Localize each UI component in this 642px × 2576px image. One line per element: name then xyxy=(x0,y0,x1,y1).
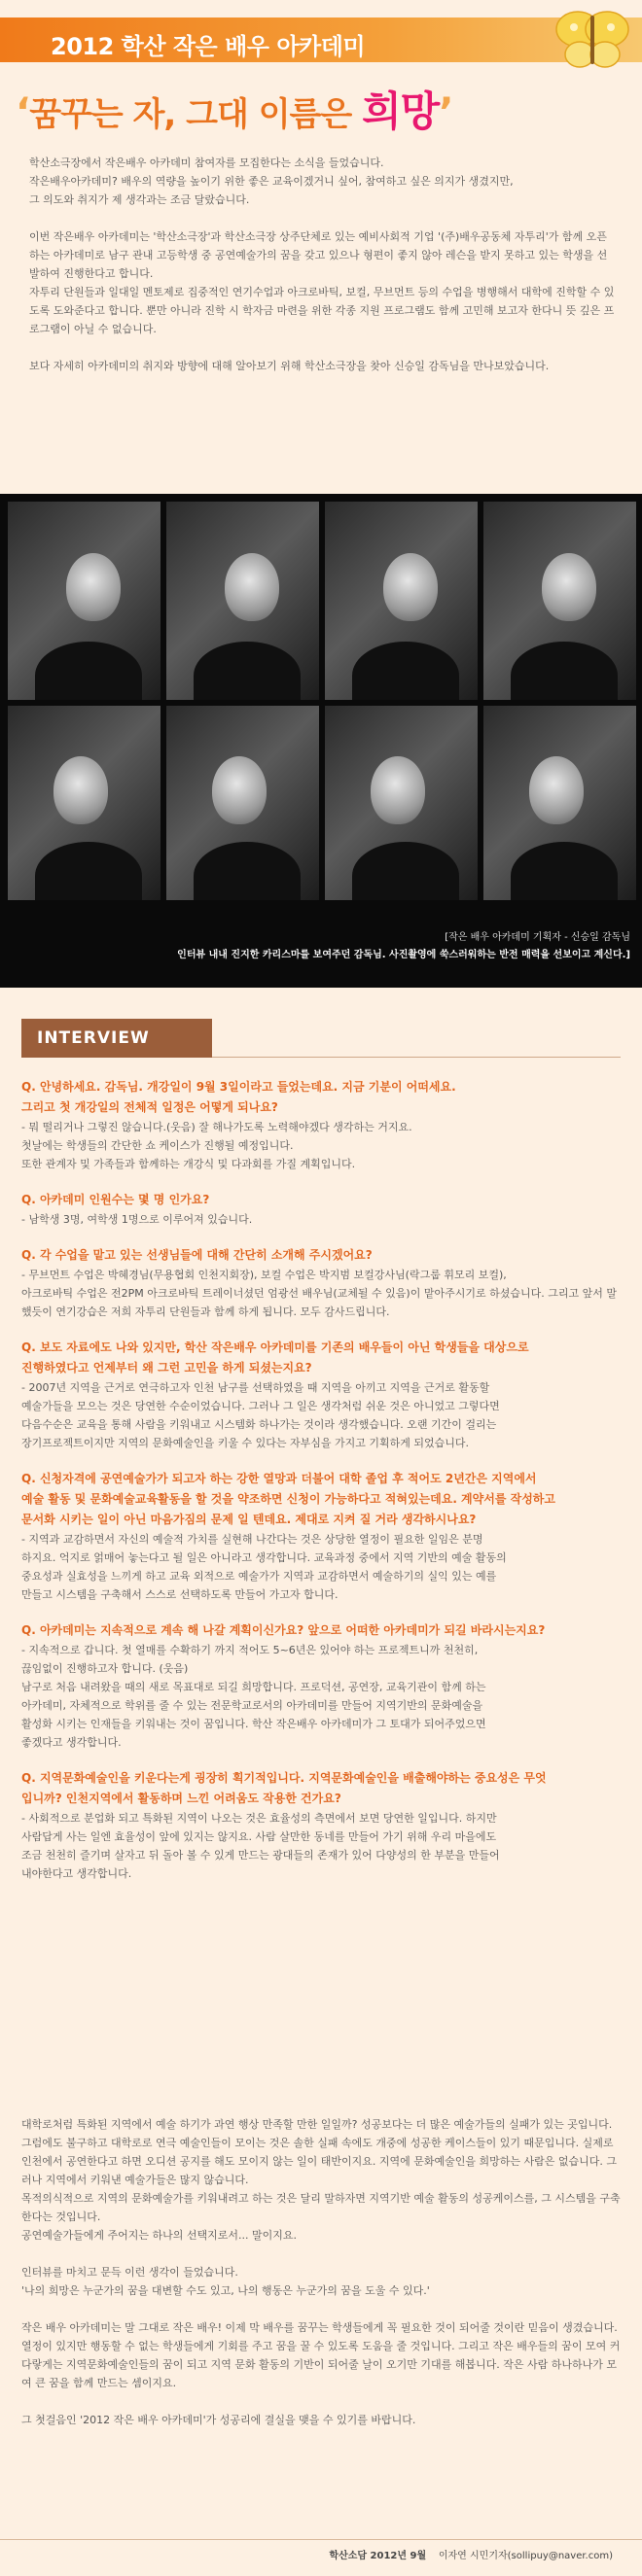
headline-highlight: 희망 xyxy=(362,87,440,135)
intro-paragraph: 보다 자세히 아카데미의 취지와 방향에 대해 알아보기 위해 학산소극장을 찾아 신승일 감독님을 만나보았습니다. xyxy=(29,360,550,372)
series-title: 2012 학산 작은 배우 아카데미 xyxy=(51,33,366,60)
answer: - 무브먼트 수업은 박혜경님(무용협회 인천지회장), 보컬 수업은 박지범 보컬강사님(락그룹 휘모리 보컬), 아크로바틱 수업은 전2PM 아크로바틱 트레이너셨던 엄광선 배우님(교체될 수 있음)이 맡아주시기로 하셨습니다. 그리고 앞서 말했듯이 연기강습은 저희 자투리 단원들과 함께 하게 됩니다. 모두 감사드립니다. xyxy=(21,1269,617,1318)
question: Q. 아카데미 인원수는 몇 명 인가요? xyxy=(21,1193,210,1206)
question: Q. 지역문화예술인을 키운다는게 굉장히 획기적입니다. 지역문화예술인을 배출해야하는 중요성은 무엇 입니까? 인천지역에서 활동하며 느낀 어려움도 작용한 건가요? xyxy=(21,1771,547,1805)
magazine-issue: 학산소담 2012년 9월 xyxy=(329,2551,427,2561)
author-credit: 이자연 시민기자(sollipuy@naver.com) xyxy=(438,2551,613,2561)
article-footer xyxy=(329,2547,613,2561)
question: Q. 아카데미는 지속적으로 계속 해 나갈 계획이신가요? 앞으로 어떠한 아카데미가 되길 바라시는지요? xyxy=(21,1623,546,1637)
intro-paragraph: 학산소극장에서 작은배우 아카데미 참여자를 모집한다는 소식을 들었습니다. 작은배우아카데미? 배우의 역량을 높이기 위한 좋은 교육이겠거니 싶어, 참여하고 싶은 의지가 생겼지만, 그 의도와 취지가 제 생각과는 조금 달랐습니다. xyxy=(29,157,514,206)
qa-item xyxy=(21,1768,621,1883)
photo-grid xyxy=(8,502,634,900)
qa-item xyxy=(21,1620,621,1752)
question: Q. 각 수업을 맡고 있는 선생님들에 대해 간단히 소개해 주시겠어요? xyxy=(21,1248,373,1262)
caption-line: 인터뷰 내내 진지한 카리스마를 보여주던 감독님. 사진촬영에 쑥스러워하는 반전 매력을 선보이고 계신다.] xyxy=(177,950,630,960)
portrait-photo xyxy=(8,502,160,700)
answer: - 사회적으로 분업화 되고 특화된 지역이 나오는 것은 효율성의 측면에서 보면 당연한 일입니다. 하지만 사람답게 사는 일엔 효율성이 앞에 있지는 않지요. 사람 살만한 동네를 만들어 가기 위해 우리 마을에도 조금 천천히 즐기며 살자고 뒤 돌아 볼 수 있게 만드는 광대들의 존재가 있어 다양성의 한 부분을 만들어 내야한다고 생각합니다. xyxy=(21,1812,500,1880)
closing-section xyxy=(21,2115,621,2448)
intro-section xyxy=(0,146,642,375)
headline-text: 꿈꾸는 자, 그대 이름은 xyxy=(29,95,363,134)
headline-close-quote: ’ xyxy=(439,90,453,135)
answer: - 지역과 교감하면서 자신의 예술적 가치를 실현해 나간다는 것은 상당한 열정이 필요한 일임은 분명 하지요. 억지로 얽매어 놓는다고 될 일은 아니라고 생각합니다. 교육과정 중에서 지역 기반의 예술 활동의 중요성과 실효성을 느끼게 하고 교육 외적으로 예술가가 지역과 교감하면서 예술하기의 실익 있는 예를 만들고 시스템을 구축해서 스스로 선택하도록 만들어 가고자 합니다. xyxy=(21,1533,507,1601)
portrait-photo xyxy=(325,706,478,900)
portrait-photo xyxy=(166,706,319,900)
qa-item xyxy=(21,1469,621,1604)
portrait-photo xyxy=(483,706,636,900)
answer: - 뭐 떨리거나 그렇진 않습니다.(웃음) 잘 해나가도록 노력해야겠다 생각하는 거지요. 첫날에는 학생들의 간단한 쇼 케이스가 진행될 예정입니다. 또한 관계자 및 가족들과 함께하는 개강식 및 다과회를 가질 계획입니다. xyxy=(21,1121,412,1170)
article-header xyxy=(0,0,642,146)
answer: - 지속적으로 갑니다. 첫 열매를 수확하기 까지 적어도 5~6년은 있어야 하는 프로젝트니까 천천히, 끊임없이 진행하고자 합니다. (웃음) 남구로 처음 내려왔을 때의 새로 목표대로 되길 희망합니다. 프로덕션, 공연장, 교육기관이 함께 하는 아카데미, 자체적으로 학위를 줄 수 있는 전문학교로서의 아카데미를 만들어 지역기반의 문화예술을 활성화 시키는 인재들을 키워내는 것이 꿈입니다. 학산 작은배우 아카데미가 그 토대가 되어주었으면 좋겠다고 생각합니다. xyxy=(21,1644,486,1749)
intro-paragraph: 이번 작은배우 아카데미는 '학산소극장'과 학산소극장 상주단체로 있는 예비사회적 기업 '(주)배우공동체 자투리'가 함께 오픈하는 아카데미로 남구 관내 고등학생 중 공연예술가의 꿈을 갖고 있으나 형편이 좋지 않아 레슨을 받지 못하고 있는 학생을 선발하여 진행한다고 합니다. 자투리 단원들과 일대일 멘토제로 집중적인 연기수업과 아크로바틱, 보컬, 무브먼트 등의 수업을 병행해서 대학에 진학할 수 있도록 도와준다고 합니다. 뿐만 아니라 진학 시 학자금 마련을 위한 각종 지원 프로그램도 함께 고민해 보고자 한다니 뜻 깊은 프로그램이 아닐 수 없습니다. xyxy=(29,230,615,335)
caption-line: [작은 배우 아카데미 기획자 - 신승일 감독님 xyxy=(445,932,630,943)
interview-qa xyxy=(21,1077,621,1899)
qa-item xyxy=(21,1077,621,1173)
interview-badge: INTERVIEW xyxy=(21,1019,212,1058)
portrait-photo xyxy=(325,502,478,700)
closing-paragraph: 그 첫걸음인 '2012 작은 배우 아카데미'가 성공리에 결실을 맺을 수 있기를 바랍니다. xyxy=(21,2414,416,2426)
divider xyxy=(212,1057,621,1058)
photo-caption xyxy=(177,929,630,964)
portrait-photo xyxy=(483,502,636,700)
divider xyxy=(0,2539,642,2540)
headline xyxy=(16,80,452,138)
portrait-photo xyxy=(166,502,319,700)
answer: - 남학생 3명, 여학생 1명으로 이루어져 있습니다. xyxy=(21,1213,253,1226)
question: Q. 안녕하세요. 감독님. 개강일이 9월 3일이라고 들었는데요. 지금 기분이 어떠세요. 그리고 첫 개강일의 전체적 일정은 어떻게 되나요? xyxy=(21,1080,456,1114)
closing-paragraph: 작은 배우 아카데미는 말 그대로 작은 배우! 이제 막 배우를 꿈꾸는 학생들에게 꼭 필요한 것이 되어줄 것이란 믿음이 생겼습니다. 열정이 있지만 행동할 수 없는 학생들에게 기회를 주고 꿈을 꿀 수 있도록 도움을 줄 것입니다. 그리고 작은 배우들의 꿈이 모여 커다랗게는 지역문화예술인들의 꿈이 되고 지역 문화 활동의 기반이 되어줄 날이 오기만 기대를 해봅니다. 작은 사람 하나하나가 모여 큰 꿈을 함께 만드는 셈이지요. xyxy=(21,2321,621,2389)
photo-collage xyxy=(0,494,642,988)
question: Q. 신청자격에 공연예술가가 되고자 하는 강한 열망과 더불어 대학 졸업 후 적어도 2년간은 지역에서 예술 활동 및 문화예술교육활동을 할 것을 약조하면 신청이 가능하다고 적혀있는데요. 계약서를 작성하고 문서화 시키는 일이 아닌 마음가짐의 문제 일 텐데요. 제대로 지켜 질 거라 생각하시나요? xyxy=(21,1472,555,1526)
closing-paragraph: 인터뷰를 마치고 문득 이런 생각이 들었습니다. '나의 희망은 누군가의 꿈을 대변할 수도 있고, 나의 행동은 누군가의 꿈을 도울 수 있다.' xyxy=(21,2266,430,2297)
qa-item xyxy=(21,1338,621,1452)
answer: - 2007년 지역을 근거로 연극하고자 인천 남구를 선택하였을 때 지역을 아끼고 지역을 근거로 활동할 예술가들을 모으는 것은 당연한 수순이었습니다. 그러나 그 일은 생각처럼 쉬운 것은 아니었고 그렇다면 다음수순은 교육을 통해 사람을 키워내고 시스템화 하나가는 것이라 생각했습니다. 오랜 기간이 걸리는 장기프로젝트이지만 지역의 문화예술인을 키울 수 있다는 자부심을 가지고 기획하게 되었습니다. xyxy=(21,1381,500,1449)
butterfly-icon xyxy=(551,2,634,74)
qa-item xyxy=(21,1245,621,1321)
headline-open-quote: ‘ xyxy=(16,90,30,135)
qa-item xyxy=(21,1190,621,1229)
closing-paragraph: 대학로처럼 특화된 지역에서 예술 하기가 과연 행상 만족할 만한 일일까? 성공보다는 더 많은 예술가들의 실패가 있는 곳입니다. 그럼에도 불구하고 대학로로 연극 예술인들이 모이는 것은 솔한 실패 속에도 개중에 성공한 케이스들이 있기 때문입니다. 실제로 인천에서 공연한다고 하면 오디션 공지를 해도 모이지 않는 일이 태반이지요. 지역에 문화예술인을 희망하는 사람은 없습니다. 그러나 지역에서 키워낸 예술가들은 많지 않습니다. 목적의식적으로 지역의 문화예술가를 키워내려고 하는 것은 달리 말하자면 지역기반 예술 활동의 성공케이스를, 그 시스템을 구축한다는 것입니다. 공연예술가들에게 주어지는 하나의 선택지로서... 말이지요. xyxy=(21,2118,621,2242)
question: Q. 보도 자료에도 나와 있지만, 학산 작은배우 아카데미를 기존의 배우들이 아닌 학생들을 대상으로 진행하였다고 언제부터 왜 그런 고민을 하게 되셨는지요? xyxy=(21,1340,529,1375)
portrait-photo xyxy=(8,706,160,900)
